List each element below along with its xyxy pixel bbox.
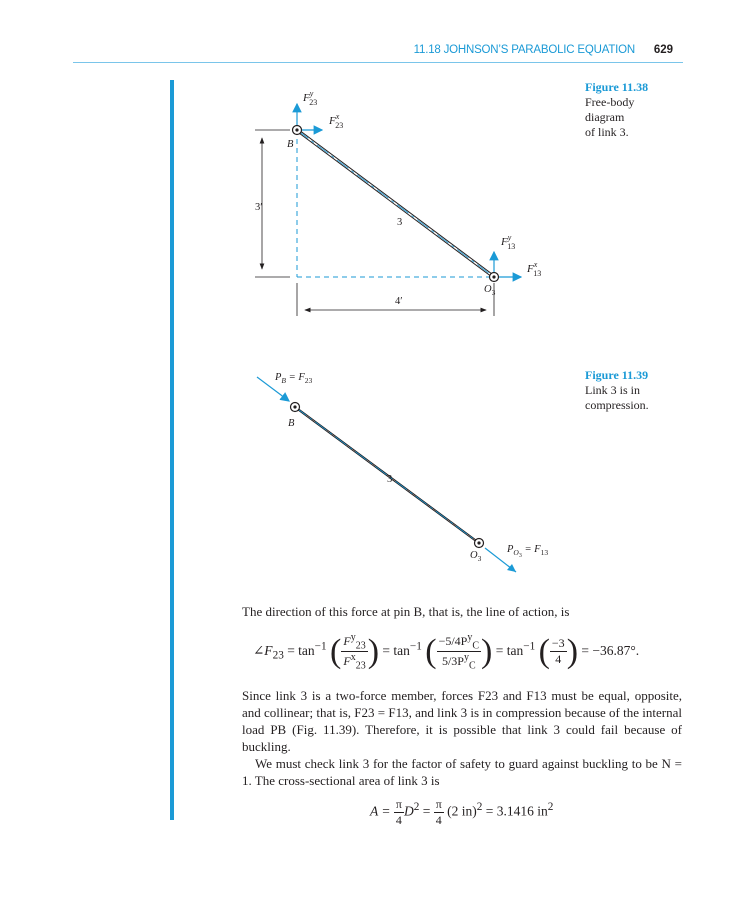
label-link-3: 3 [397, 217, 403, 228]
force-po3-arrowhead [507, 564, 516, 572]
label-o3-compression: $O_3$ [470, 550, 482, 563]
label-f13x: $F^x$ 13 [527, 260, 542, 278]
pin-o3-compression-center [477, 541, 480, 544]
figure-11-39-caption-text: Link 3 is in compression. [585, 383, 649, 412]
link-3c-edge-top [292, 404, 476, 540]
figure-11-39-number: Figure 11.39 [585, 368, 649, 382]
running-title: 11.18 JOHNSON’S PARABOLIC EQUATION [413, 44, 635, 56]
label-f23x: $F^x$ 23 [329, 112, 344, 130]
page-number: 629 [653, 44, 673, 56]
paragraph-factor-of-safety: We must check link 3 for the factor of safety to guard against buckling to be N = 1. The cross-sectional area of link 3 is [242, 756, 682, 788]
label-b-compression: B [288, 418, 295, 429]
label-f23y: $F^y$ 23 [303, 89, 318, 107]
label-pb-eq: $P_B = F_{23}$ [275, 372, 313, 385]
figure-11-38-caption-text: Free-body diagram of link 3. [585, 95, 635, 139]
paragraph-line-of-action: The direction of this force at pin B, that is, the line of action, is [242, 604, 570, 619]
pin-b-compression-center [293, 405, 296, 408]
label-b: B [287, 139, 294, 150]
label-po3-eq: $P_O3 = F_{13}$ [507, 544, 549, 559]
equation-direction: $\angle F_{23} = \tan^{-1}$ ( $\frac{F^y_{23}}{F^x_{23}}$ ) = $\tan^{-1}$ ( $\frac{-5/4P^y_C}{5/3P^y_C}$ ) = $\tan^{-1}$ ( $\frac{-3}{4}$ ) = −36.87°. [253, 632, 640, 672]
label-o3: $O_3$ [484, 284, 496, 297]
label-height: 3′ [255, 202, 263, 213]
label-f13y: $F^y$ 13 [501, 233, 516, 251]
label-width: 4′ [395, 296, 403, 307]
label-link-3-compression: 3 [387, 474, 393, 485]
paragraph-two-force-member: Since link 3 is a two-force member, forces F23 and F13 must be equal, opposite, and collinear; that is, F23 = F13, and link 3 is in compression because of the internal load PB (Fig. 11.39). Therefore, it is possible that link 3 could fail because of buckling. [242, 688, 682, 754]
equation-area: A = $\frac{\pi}{4}$ $D^2$ = $\frac{\pi}{4}$ (2 in)$^2$ = 3.1416 $in^2$ [370, 797, 554, 827]
figure-11-38-number: Figure 11.38 [585, 80, 649, 94]
